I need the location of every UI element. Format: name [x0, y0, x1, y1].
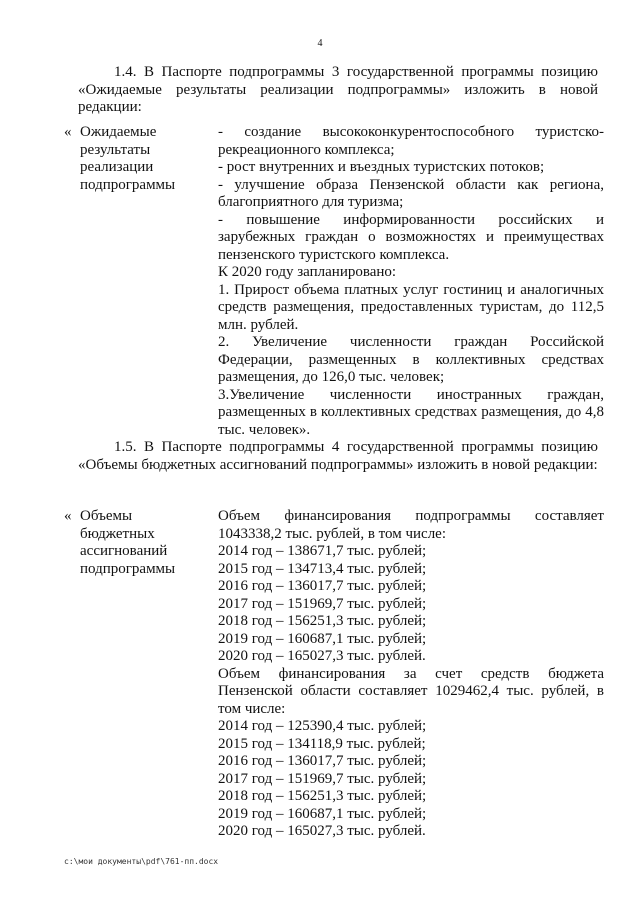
funding-year-row: 2014 год – 138671,7 тыс. рублей;	[218, 543, 427, 559]
funding-year-row: 2016 год – 136017,7 тыс. рублей;	[218, 578, 427, 594]
result-item: - рост внутренних и въездных туристских потоков;	[218, 159, 545, 175]
regional-funding-year-row: 2015 год – 134118,9 тыс. рублей;	[218, 735, 426, 752]
result-item: 1. Прирост объема платных услуг гостиниц и аналогичных средств размещения, предоставленных туристам, до 112,5 млн. рублей.	[218, 281, 604, 333]
expected-results-label: Ожидаемые результаты реализации подпрограммы	[80, 124, 176, 193]
budget-allocations-label: Объемы бюджетных ассигнований подпрограммы	[80, 508, 176, 577]
section-1-4-paragraph: 1.4. В Паспорте подпрограммы 3 государственной программы позицию «Ожидаемые результаты реализации подпрограммы» изложить в новой редакции:	[78, 64, 598, 115]
result-item: - создание высококонкурентоспособного туристско-рекреационного комплекса;	[218, 124, 604, 158]
regional-funding-year-row: 2018 год – 156251,3 тыс. рублей;	[218, 788, 427, 804]
funding-year-row: 2018 год – 156251,3 тыс. рублей;	[218, 613, 427, 629]
section-1-5-paragraph: 1.5. В Паспорте подпрограммы 4 государственной программы позицию «Объемы бюджетных ассигнований подпрограммы» изложить в новой редакции:	[78, 439, 598, 473]
funding-year-row: 2020 год – 165027,3 тыс. рублей.	[218, 648, 426, 664]
opening-quote-1: «	[64, 124, 72, 140]
result-item: - улучшение образа Пензенской области как региона, благоприятного для туризма;	[218, 176, 604, 210]
result-item: 2. Увеличение численности граждан Российской Федерации, размещенных в коллективных средствах размещения, до 126,0 тыс. человек;	[218, 334, 604, 385]
regional-funding-year-row: 2017 год – 151969,7 тыс. рублей;	[218, 770, 427, 787]
funding-year-row: 2017 год – 151969,7 тыс. рублей;	[218, 595, 427, 612]
regional-funding-year-row: 2019 год – 160687,1 тыс. рублей;	[218, 805, 427, 822]
planned-heading: К 2020 году запланировано:	[218, 264, 397, 280]
funding-year-row: 2015 год – 134713,4 тыс. рублей;	[218, 560, 427, 577]
file-path-footer: c:\мои документы\pdf\761-пп.docx	[64, 857, 219, 866]
regional-funding-year-row: 2016 год – 136017,7 тыс. рублей;	[218, 753, 427, 769]
funding-intro: Объем финансирования подпрограммы составляет 1043338,2 тыс. рублей, в том числе:	[218, 508, 604, 542]
opening-quote-2: «	[64, 508, 72, 524]
regional-funding-year-row: 2014 год – 125390,4 тыс. рублей;	[218, 718, 427, 734]
funding-year-row: 2019 год – 160687,1 тыс. рублей;	[218, 630, 427, 647]
regional-funding-year-row: 2020 год – 165027,3 тыс. рублей.	[218, 823, 426, 839]
result-item: - повышение информированности российских и зарубежных граждан о возможностях и преимуществах пензенского туристского комплекса.	[218, 211, 604, 263]
expected-results-list	[218, 124, 604, 439]
regional-funding-intro: Объем финансирования за счет средств бюджета Пензенской области составляет 1029462,4 тыс. рублей, в том числе:	[218, 665, 604, 717]
result-item: 3.Увеличение численности иностранных граждан, размещенных в коллективных средствах размещения, до 4,8 тыс. человек».	[218, 386, 604, 438]
budget-allocations-content	[218, 508, 604, 841]
page-number: 4	[317, 38, 323, 49]
